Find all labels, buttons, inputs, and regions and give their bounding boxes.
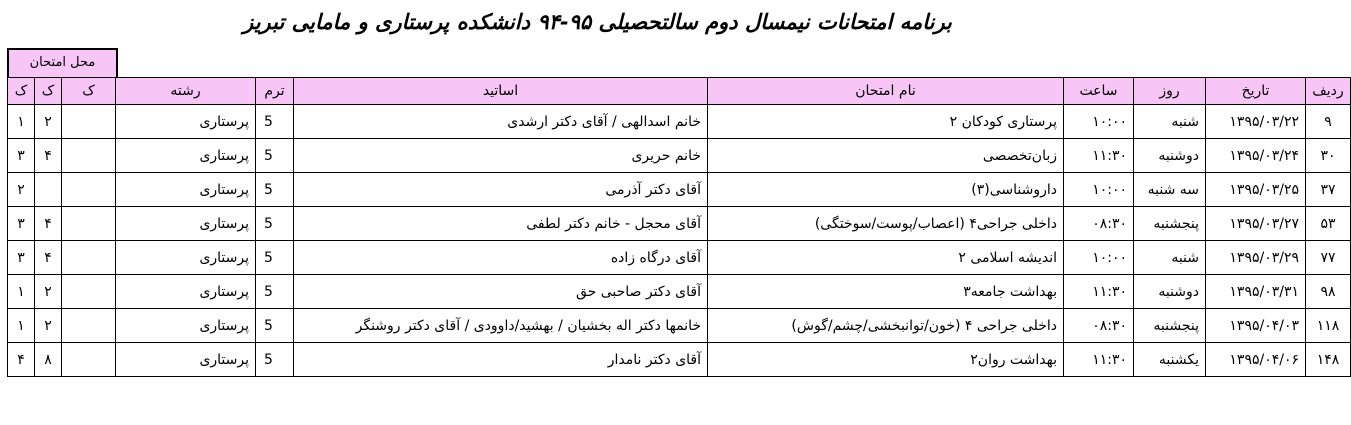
cell-k2: ۲ xyxy=(35,309,62,343)
cell-exam-name: داخلی جراحی۴ (اعصاب/پوست/سوختگی) xyxy=(708,207,1064,241)
cell-term: 5 xyxy=(256,309,294,343)
cell-date: ۱۳۹۵/۰۳/۲۴ xyxy=(1206,139,1306,173)
header-k2: ک xyxy=(35,78,62,105)
cell-exam-name: بهداشت جامعه۳ xyxy=(708,275,1064,309)
cell-k3: ۱ xyxy=(8,105,35,139)
cell-k1 xyxy=(62,105,116,139)
cell-date: ۱۳۹۵/۰۴/۰۶ xyxy=(1206,343,1306,377)
cell-k2: ۲ xyxy=(35,275,62,309)
cell-row: ۵۳ xyxy=(1306,207,1351,241)
cell-time: ۰۸:۳۰ xyxy=(1064,309,1134,343)
header-k3: ک xyxy=(8,78,35,105)
cell-time: ۰۸:۳۰ xyxy=(1064,207,1134,241)
exam-location-header: محل امتحان xyxy=(7,48,118,77)
cell-time: ۱۱:۳۰ xyxy=(1064,343,1134,377)
cell-row: ۱۴۸ xyxy=(1306,343,1351,377)
cell-exam-name: بهداشت روان۲ xyxy=(708,343,1064,377)
cell-k3: ۳ xyxy=(8,207,35,241)
cell-time: ۱۰:۰۰ xyxy=(1064,173,1134,207)
cell-term: 5 xyxy=(256,343,294,377)
cell-instructors: آقای دکتر آذرمی xyxy=(294,173,708,207)
cell-field: پرستاری xyxy=(116,207,256,241)
header-time: ساعت xyxy=(1064,78,1134,105)
cell-k1 xyxy=(62,275,116,309)
cell-field: پرستاری xyxy=(116,343,256,377)
table-row xyxy=(8,139,1351,173)
cell-row: ۹۸ xyxy=(1306,275,1351,309)
table-header-row xyxy=(8,78,1351,105)
cell-k3: ۳ xyxy=(8,139,35,173)
cell-day: شنبه xyxy=(1134,105,1206,139)
cell-time: ۱۱:۳۰ xyxy=(1064,275,1134,309)
cell-date: ۱۳۹۵/۰۳/۲۲ xyxy=(1206,105,1306,139)
header-day: روز xyxy=(1134,78,1206,105)
cell-day: دوشنبه xyxy=(1134,139,1206,173)
cell-day: پنجشنبه xyxy=(1134,309,1206,343)
cell-instructors: آقای محجل - خانم دکتر لطفی xyxy=(294,207,708,241)
header-date: تاریخ xyxy=(1206,78,1306,105)
cell-field: پرستاری xyxy=(116,241,256,275)
cell-term: 5 xyxy=(256,139,294,173)
cell-row: ۳۷ xyxy=(1306,173,1351,207)
cell-k1 xyxy=(62,173,116,207)
cell-exam-name: اندیشه اسلامی ۲ xyxy=(708,241,1064,275)
header-instructors: اساتید xyxy=(294,78,708,105)
cell-k1 xyxy=(62,207,116,241)
cell-k2: ۴ xyxy=(35,241,62,275)
cell-k3: ۱ xyxy=(8,309,35,343)
cell-day: یکشنبه xyxy=(1134,343,1206,377)
cell-k3: ۲ xyxy=(8,173,35,207)
cell-exam-name: پرستاری کودکان ۲ xyxy=(708,105,1064,139)
header-row: ردیف xyxy=(1306,78,1351,105)
header-k1: ک xyxy=(62,78,116,105)
cell-row: ۳۰ xyxy=(1306,139,1351,173)
cell-exam-name: داروشناسی(۳) xyxy=(708,173,1064,207)
cell-time: ۱۰:۰۰ xyxy=(1064,105,1134,139)
cell-day: سه شنبه xyxy=(1134,173,1206,207)
table-row xyxy=(8,309,1351,343)
table-row xyxy=(8,343,1351,377)
table-row xyxy=(8,207,1351,241)
header-exam-name: نام امتحان xyxy=(708,78,1064,105)
cell-k1 xyxy=(62,309,116,343)
cell-field: پرستاری xyxy=(116,105,256,139)
cell-k3: ۳ xyxy=(8,241,35,275)
cell-instructors: خانم اسدالهی / آقای دکتر ارشدی xyxy=(294,105,708,139)
cell-day: دوشنبه xyxy=(1134,275,1206,309)
cell-k2: ۸ xyxy=(35,343,62,377)
table-row xyxy=(8,173,1351,207)
cell-time: ۱۱:۳۰ xyxy=(1064,139,1134,173)
header-field: رشته xyxy=(116,78,256,105)
cell-exam-name: زبان‌تخصصی xyxy=(708,139,1064,173)
cell-field: پرستاری xyxy=(116,309,256,343)
cell-k2: ۴ xyxy=(35,139,62,173)
cell-k1 xyxy=(62,139,116,173)
cell-term: 5 xyxy=(256,105,294,139)
cell-k1 xyxy=(62,343,116,377)
cell-term: 5 xyxy=(256,241,294,275)
cell-row: ۱۱۸ xyxy=(1306,309,1351,343)
exam-schedule-table xyxy=(7,77,1351,377)
cell-instructors: آقای دکتر صاحبی حق xyxy=(294,275,708,309)
cell-field: پرستاری xyxy=(116,275,256,309)
cell-term: 5 xyxy=(256,173,294,207)
cell-date: ۱۳۹۵/۰۳/۲۹ xyxy=(1206,241,1306,275)
cell-exam-name: داخلی جراحی ۴ (خون/توانبخشی/چشم/گوش) xyxy=(708,309,1064,343)
cell-field: پرستاری xyxy=(116,139,256,173)
cell-instructors: خانمها دکتر اله بخشیان / بهشید/داوودی / آقای دکتر روشنگر xyxy=(294,309,708,343)
table-row xyxy=(8,275,1351,309)
cell-k2: ۴ xyxy=(35,207,62,241)
cell-row: ۷۷ xyxy=(1306,241,1351,275)
page-title: برنامه امتحانات نیمسال دوم سالتحصیلی ۹۵-۹۴ دانشکده پرستاری و مامایی تبریز xyxy=(243,10,952,34)
cell-k3: ۴ xyxy=(8,343,35,377)
cell-date: ۱۳۹۵/۰۳/۲۵ xyxy=(1206,173,1306,207)
cell-time: ۱۰:۰۰ xyxy=(1064,241,1134,275)
cell-instructors: خانم حریری xyxy=(294,139,708,173)
cell-date: ۱۳۹۵/۰۴/۰۳ xyxy=(1206,309,1306,343)
cell-k2 xyxy=(35,173,62,207)
cell-instructors: آقای درگاه زاده xyxy=(294,241,708,275)
cell-row: ۹ xyxy=(1306,105,1351,139)
cell-day: شنبه xyxy=(1134,241,1206,275)
cell-instructors: آقای دکتر نامدار xyxy=(294,343,708,377)
header-term: ترم xyxy=(256,78,294,105)
cell-k3: ۱ xyxy=(8,275,35,309)
cell-term: 5 xyxy=(256,207,294,241)
table-row xyxy=(8,105,1351,139)
cell-day: پنجشنبه xyxy=(1134,207,1206,241)
cell-k1 xyxy=(62,241,116,275)
cell-date: ۱۳۹۵/۰۳/۳۱ xyxy=(1206,275,1306,309)
cell-date: ۱۳۹۵/۰۳/۲۷ xyxy=(1206,207,1306,241)
cell-k2: ۲ xyxy=(35,105,62,139)
cell-field: پرستاری xyxy=(116,173,256,207)
table-row xyxy=(8,241,1351,275)
cell-term: 5 xyxy=(256,275,294,309)
